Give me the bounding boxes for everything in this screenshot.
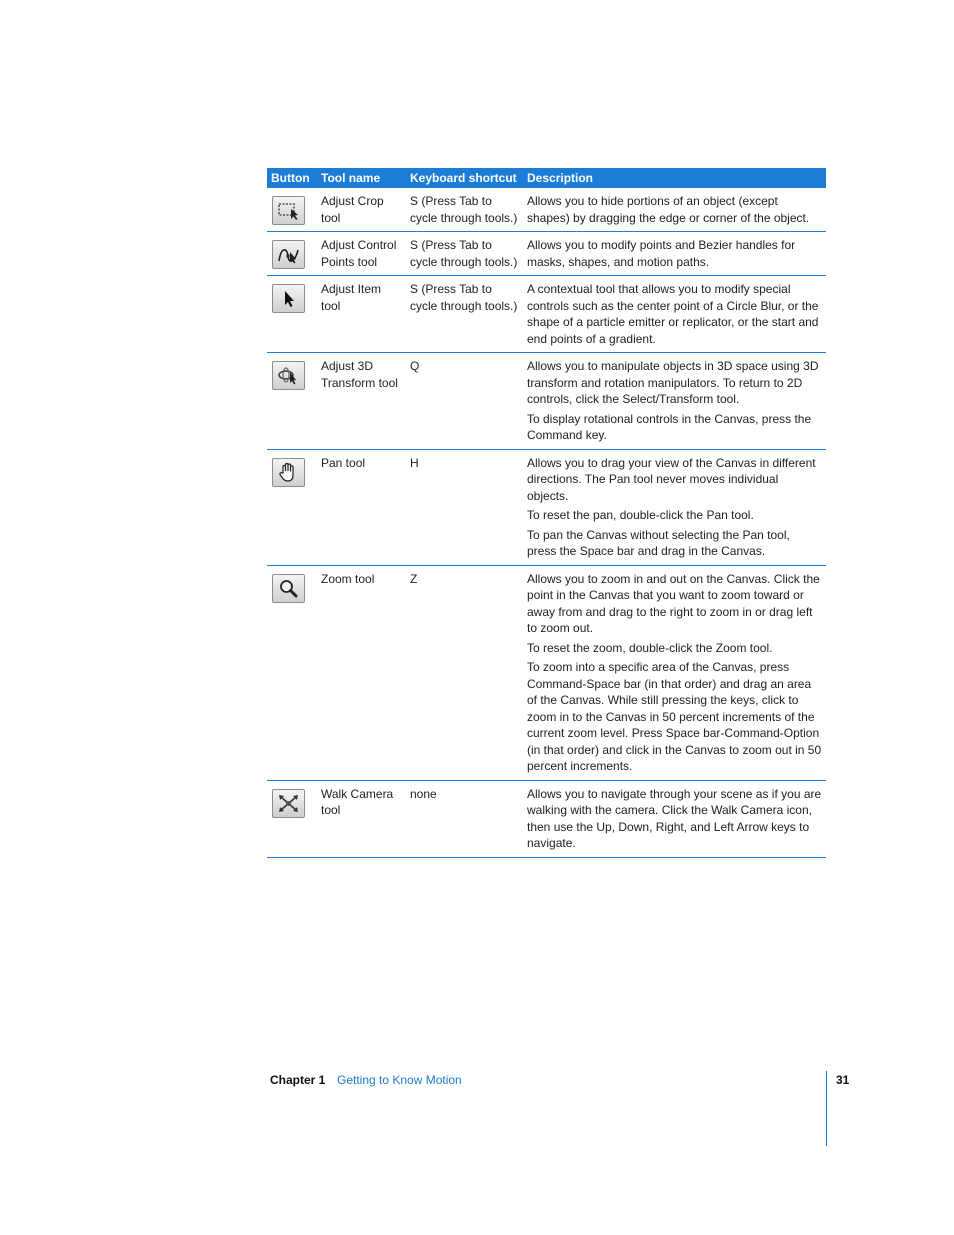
description-paragraph: Allows you to drag your view of the Canvas in different directions. The Pan tool never moves individual objects.	[527, 455, 816, 503]
table-row	[267, 188, 826, 232]
tool-name: Walk Camera tool	[317, 780, 406, 857]
tools-table	[267, 168, 826, 858]
description-paragraph: To reset the zoom, double-click the Zoom tool.	[527, 640, 773, 655]
walk-camera-button	[272, 789, 305, 818]
header-button: Button	[267, 168, 317, 188]
keyboard-shortcut: Z	[406, 565, 523, 780]
tool-name: Adjust 3D Transform tool	[317, 353, 406, 450]
keyboard-shortcut: none	[406, 780, 523, 857]
description-paragraph: To reset the pan, double-click the Pan tool.	[527, 508, 754, 522]
adjust-3d-transform-button	[272, 361, 305, 390]
description	[523, 449, 826, 565]
adjust-control-points-button	[272, 240, 305, 269]
pan-tool-button	[272, 458, 305, 487]
description	[523, 353, 826, 450]
table-row	[267, 232, 826, 276]
footer-chapter-label: Chapter 1	[270, 1073, 326, 1087]
tool-name: Adjust Control Points tool	[317, 232, 406, 276]
description-paragraph: To display rotational controls in the Canvas, press the Command key.	[527, 411, 812, 442]
table-row	[267, 449, 826, 565]
header-description: Description	[523, 168, 826, 188]
adjust-3d-transform-icon	[276, 365, 301, 386]
description	[523, 565, 826, 780]
description-paragraph: Allows you to hide portions of an object (except shapes) by dragging the edge or corner of the object.	[527, 194, 810, 225]
header-keyboard-shortcut: Keyboard shortcut	[406, 168, 523, 188]
description-paragraph: To pan the Canvas without selecting the Pan tool, press the Space bar and drag in the Canvas.	[527, 527, 790, 558]
table-row	[267, 276, 826, 353]
description-paragraph: Allows you to zoom in and out on the Canvas. Click the point in the Canvas that you want to zoom toward or away from and drag to the right to zoom in or drag left to zoom out.	[527, 571, 820, 635]
keyboard-shortcut: Q	[406, 353, 523, 450]
tool-name: Adjust Item tool	[317, 276, 406, 353]
zoom-tool-button	[272, 574, 305, 603]
description-paragraph: Allows you to navigate through your scene as if you are walking with the camera. Click the Walk Camera icon, then use the Up, Down, Right, and Left Arrow keys to navigate.	[527, 786, 822, 850]
description	[523, 780, 826, 857]
page-number: 31	[836, 1073, 850, 1087]
footer-chapter-title: Getting to Know Motion	[337, 1073, 462, 1087]
adjust-crop-button	[272, 196, 305, 225]
walk-camera-icon	[276, 793, 301, 814]
adjust-item-icon	[276, 288, 301, 309]
tool-name: Pan tool	[317, 449, 406, 565]
adjust-crop-icon	[276, 200, 301, 221]
adjust-item-button	[272, 284, 305, 313]
description	[523, 232, 826, 276]
description	[523, 188, 826, 232]
description-paragraph: A contextual tool that allows you to modify special controls such as the center point of a Circle Blur, or the shape of a particle emitter or replicator, or the start and end points of a gradient.	[527, 282, 819, 346]
keyboard-shortcut: S (Press Tab to cycle through tools.)	[406, 232, 523, 276]
keyboard-shortcut: S (Press Tab to cycle through tools.)	[406, 188, 523, 232]
table-header-row	[267, 168, 826, 188]
keyboard-shortcut: S (Press Tab to cycle through tools.)	[406, 276, 523, 353]
description-paragraph: To zoom into a specific area of the Canvas, press Command-Space bar (in that order) and drag an area of the Canvas. While still pressing the keys, click to zoom in to the Canvas in 50 percent increments of the current zoom level. Press Space bar-Command-Option (in that order) and click in the Canvas to zoom out in 50 percent increments.	[527, 660, 822, 773]
keyboard-shortcut: H	[406, 449, 523, 565]
adjust-control-points-icon	[276, 244, 301, 265]
description	[523, 276, 826, 353]
header-tool-name: Tool name	[317, 168, 406, 188]
table-row	[267, 353, 826, 450]
pan-hand-icon	[276, 462, 301, 483]
footer-divider	[826, 1071, 827, 1146]
tool-name: Zoom tool	[317, 565, 406, 780]
description-paragraph: Allows you to manipulate objects in 3D space using 3D transform and rotation manipulators. To return to 2D controls, click the Select/Transform tool.	[527, 359, 819, 406]
table-row	[267, 565, 826, 780]
zoom-magnifier-icon	[276, 578, 301, 599]
table-row	[267, 780, 826, 857]
description-paragraph: Allows you to modify points and Bezier handles for masks, shapes, and motion paths.	[527, 238, 796, 269]
tool-name: Adjust Crop tool	[317, 188, 406, 232]
